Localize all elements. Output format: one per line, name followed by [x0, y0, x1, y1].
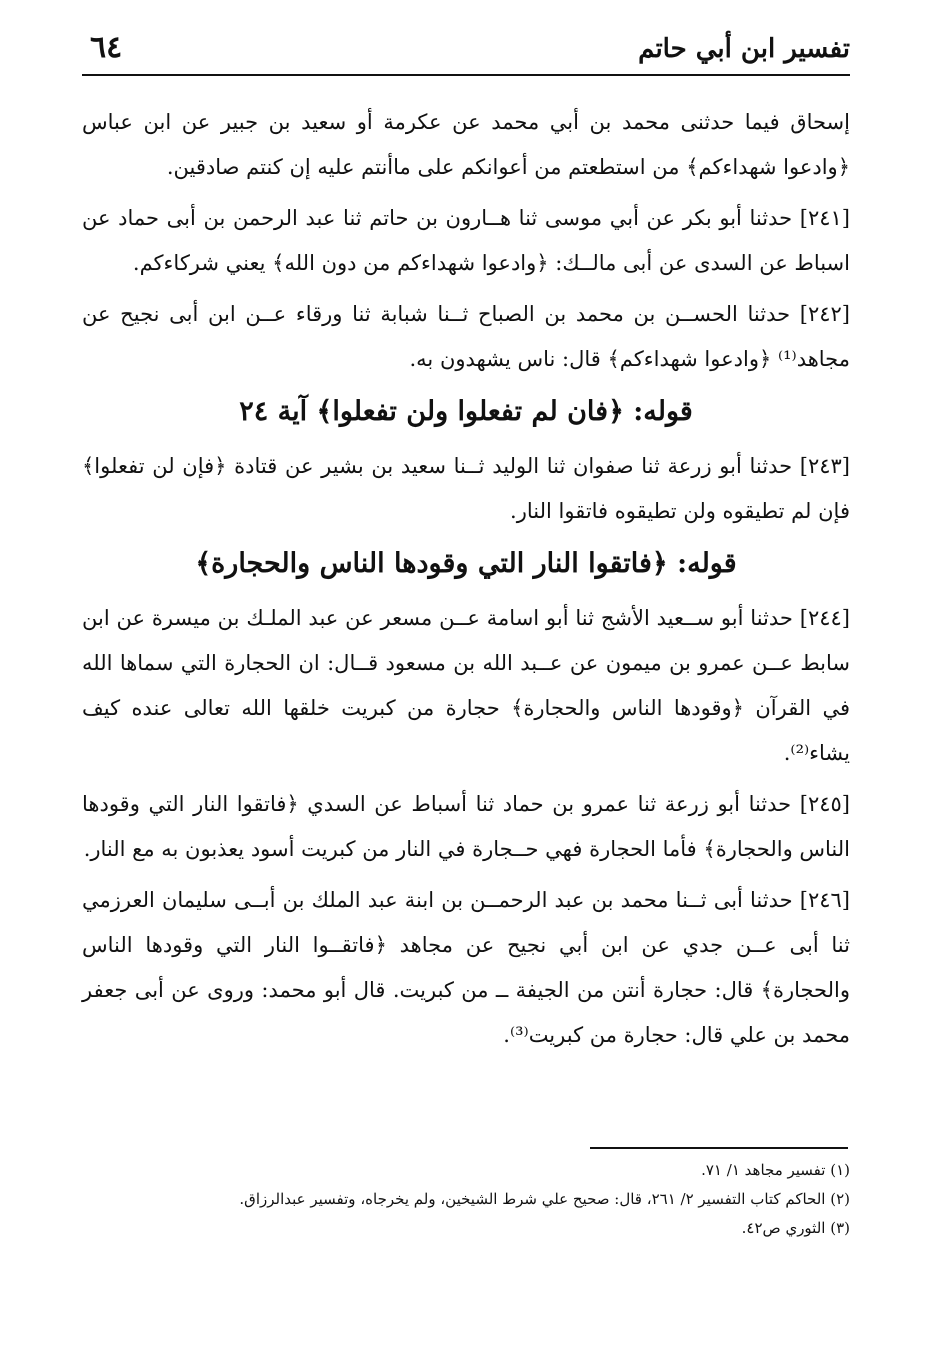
paragraph-244: [٢٤٤] حدثنا أبو ســعيد الأشج ثنا أبو اسامة عــن مسعر عن عبد الملـك بن ميسرة عن ابن سابط عــن عمرو بن ميمون عن عــبد الله بن مسعود قــال: ان الحجارة التي سماها الله في القرآن ﴿وقودها الناس والحجارة﴾ حجارة من كبريت خلقها الله تعالى عنده كيف يشاء⁽²⁾. — [82, 606, 850, 765]
page-number: ٦٤ — [90, 30, 123, 65]
paragraph-242: [٢٤٢] حدثنا الحســن بن محمد بن الصباح ثــنا شبابة ثنا ورقاء عــن ابن أبى نجيح عن مجاهد⁽¹⁾ ﴿وادعوا شهداءكم﴾ قال: ناس يشهدون به. — [82, 302, 850, 371]
footnote-3: (٣) الثوري ص٤٢. — [741, 1219, 850, 1237]
paragraph-245: [٢٤٥] حدثنا أبو زرعة ثنا عمرو بن حماد ثنا أسباط عن السدي ﴿فاتقوا النار التي وقودها الناس والحجارة﴾ فأما الحجارة فهي حــجارة في النار من كبريت أسود يعذبون به مع النار. — [82, 792, 850, 861]
main-text — [82, 100, 850, 1058]
footnote-divider — [590, 1147, 848, 1149]
book-title: تفسير ابن أبي حاتم — [638, 34, 850, 64]
section-heading: قوله: ﴿فان لم تفعلوا ولن تفعلوا﴾ آية ٢٤ — [239, 396, 693, 427]
section-heading: قوله: ﴿فاتقوا النار التي وقودها الناس والحجارة﴾ — [195, 548, 737, 579]
paragraph-246: [٢٤٦] حدثنا أبى ثــنا محمد بن عبد الرحمــن بن ابنة عبد الملك بن أبــى سليمان العرزمي ثنا أبى عــن جدي عن ابن أبي نجيح عن مجاهد ﴿فاتقــوا النار التي وقودها الناس والحجارة﴾ قال: حجارة أنتن من الجيفة ــ من كبريت. قال أبو محمد: وروى عن أبى جعفر محمد بن علي قال: حجارة من كبريت⁽³⁾. — [82, 888, 850, 1047]
running-header — [82, 30, 850, 76]
footnote-1: (١) تفسير مجاهد ١/ ٧١. — [701, 1161, 850, 1179]
paragraph: إسحاق فيما حدثنى محمد بن أبي محمد عن عكرمة أو سعيد بن جبير عن ابن عباس ﴿وادعوا شهداءكم﴾ من استطعتم من أعوانكم على ماأنتم عليه إن كنتم صادقين. — [82, 110, 850, 179]
paragraph-243: [٢٤٣] حدثنا أبو زرعة ثنا صفوان ثنا الوليد ثــنا سعيد بن بشير عن قتادة ﴿فإن لن تفعلوا﴾ فإن لم تطيقوه ولن تطيقوه فاتقوا النار. — [82, 454, 850, 523]
footnote-2: (٢) الحاكم كتاب التفسير ٢/ ٢٦١، قال: صحيح علي شرط الشيخين، ولم يخرجاه، وتفسير عبدالرزاق. — [239, 1190, 850, 1208]
paragraph-241: [٢٤١] حدثنا أبو بكر عن أبي موسى ثنا هــارون بن حاتم ثنا عبد الرحمن بن أبى حماد عن اسباط عن السدى عن أبى مالــك: ﴿وادعوا شهداءكم من دون الله﴾ يعني شركاءكم. — [82, 206, 850, 275]
footnotes — [82, 1156, 850, 1243]
